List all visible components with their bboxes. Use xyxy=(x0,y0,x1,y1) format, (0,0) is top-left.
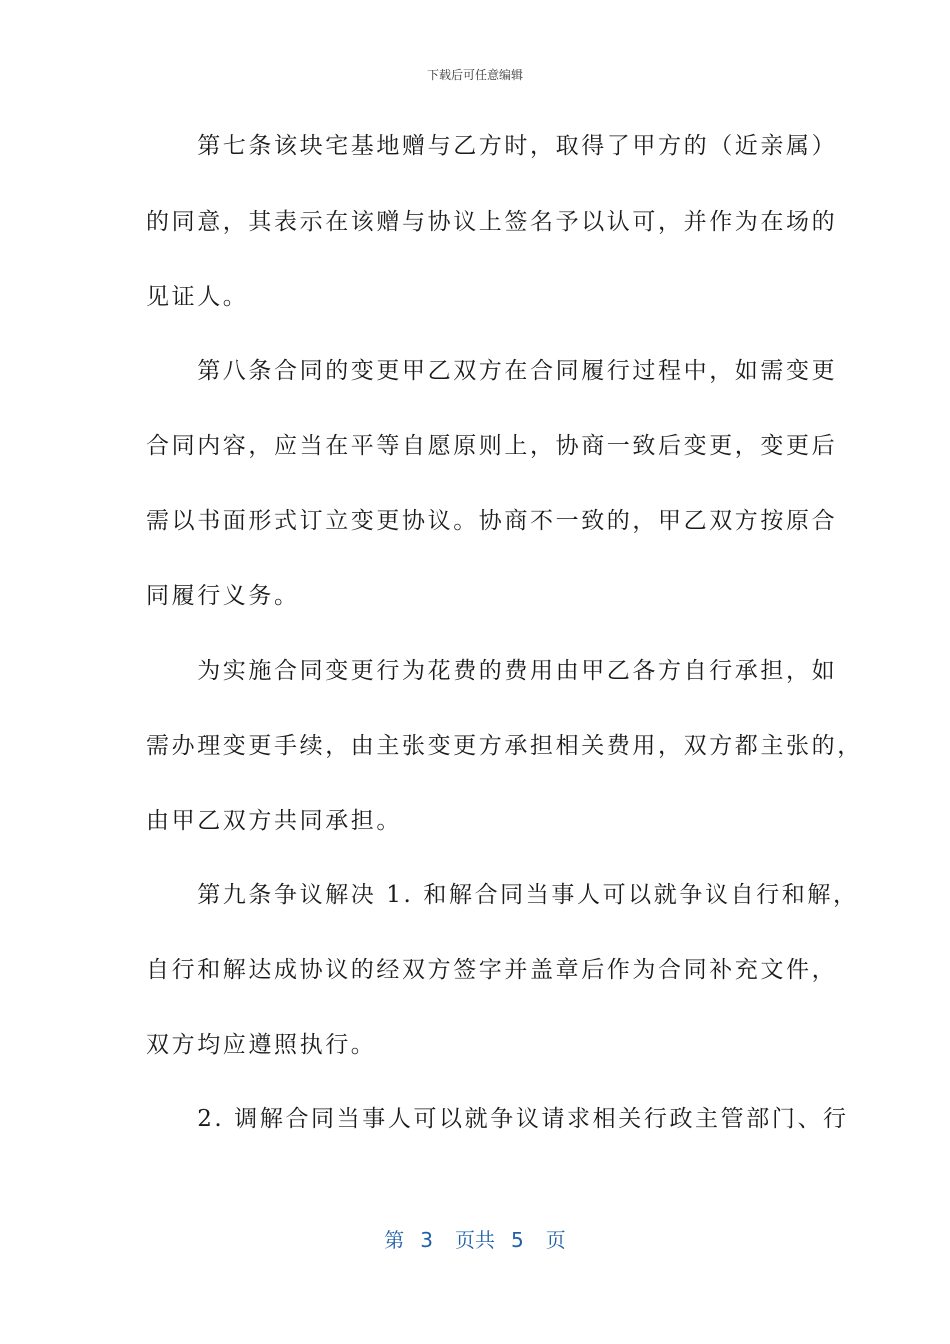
footer-suffix: 页 xyxy=(545,1228,566,1252)
footer-prefix: 第 xyxy=(384,1228,405,1252)
body-line: 需以书面形式订立变更协议。协商不一致的，甲乙双方按原合 xyxy=(146,508,838,534)
body-line: 为实施合同变更行为花费的费用由甲乙各方自行承担，如 xyxy=(146,658,838,684)
body-line: 双方均应遵照执行。 xyxy=(146,1032,377,1058)
body-line: 由甲乙双方共同承担。 xyxy=(146,808,402,834)
body-line: 2. 调解合同当事人可以就争议请求相关行政主管部门、行 xyxy=(146,1106,849,1132)
body-line: 第九条争议解决 1. 和解合同当事人可以就争议自行和解， xyxy=(146,882,859,908)
footer-middle: 页共 xyxy=(455,1228,495,1252)
body-line: 需办理变更手续，由主张变更方承担相关费用，双方都主张的， xyxy=(146,733,863,759)
page-footer xyxy=(0,1224,950,1253)
body-line: 同履行义务。 xyxy=(146,583,300,609)
body-line: 的同意，其表示在该赠与协议上签名予以认可，并作为在场的 xyxy=(146,209,838,235)
body-line: 合同内容，应当在平等自愿原则上，协商一致后变更，变更后 xyxy=(146,433,838,459)
current-page-number: 3 xyxy=(420,1228,433,1252)
body-line: 自行和解达成协议的经双方签字并盖章后作为合同补充文件， xyxy=(146,957,838,983)
body-line: 第七条该块宅基地赠与乙方时，取得了甲方的（近亲属） xyxy=(146,133,838,159)
body-line: 见证人。 xyxy=(146,284,249,310)
page-header: 下载后可任意编辑 xyxy=(426,68,523,82)
body-line: 第八条合同的变更甲乙双方在合同履行过程中，如需变更 xyxy=(146,358,838,384)
total-page-number: 5 xyxy=(511,1228,524,1252)
